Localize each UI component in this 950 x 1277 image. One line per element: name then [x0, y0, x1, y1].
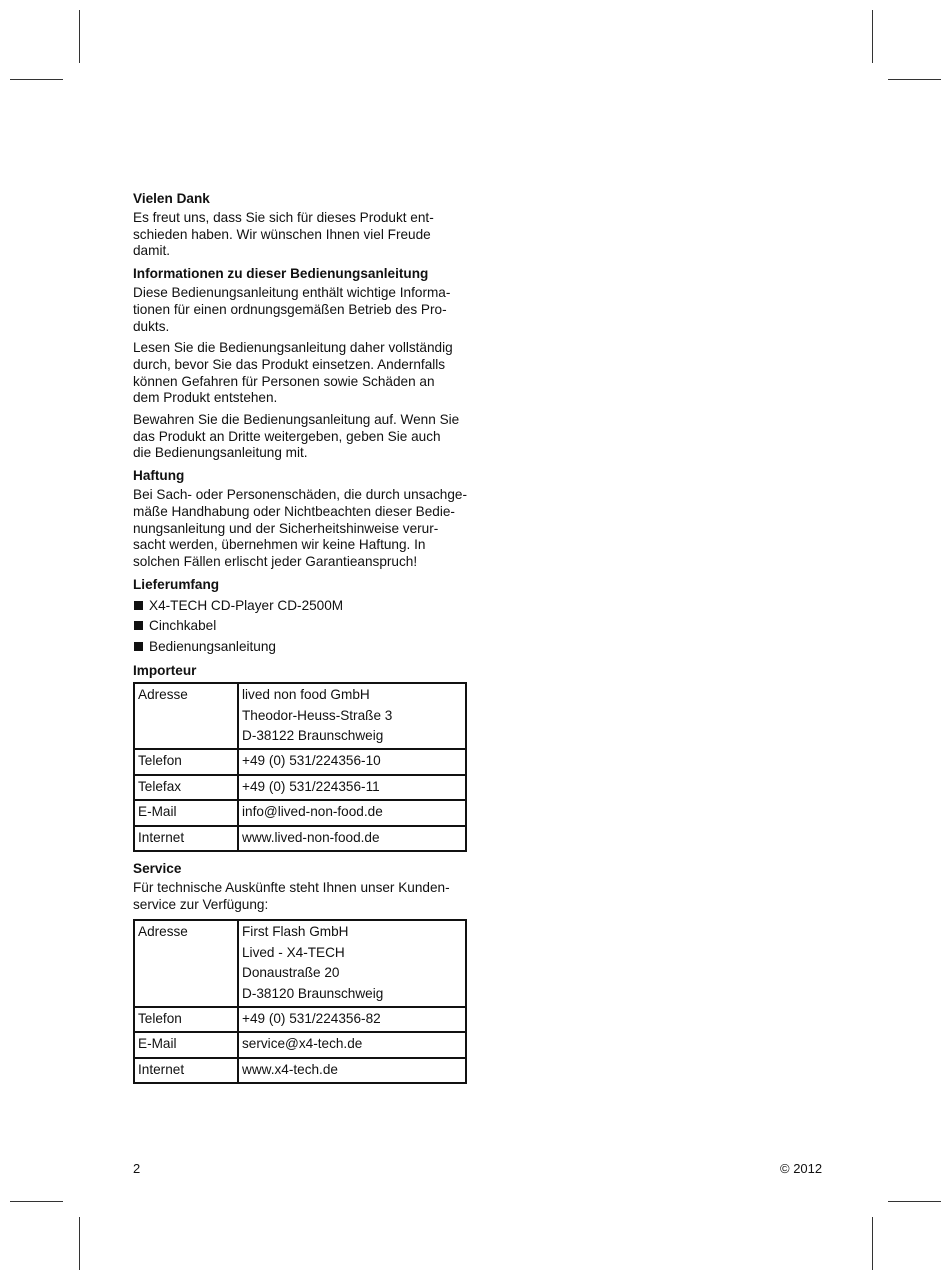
row-label: Telefax — [134, 775, 238, 800]
table-row — [134, 826, 466, 851]
row-value — [238, 920, 466, 1007]
crop-mark — [10, 1201, 63, 1202]
section-heading: Importeur — [133, 663, 197, 679]
bullet-square-icon — [134, 621, 143, 630]
section-heading: Service — [133, 861, 182, 876]
crop-mark — [10, 79, 63, 80]
crop-mark — [888, 79, 941, 80]
row-label: Telefon — [134, 749, 238, 774]
list-item-label: X4-TECH CD-Player CD-2500M — [149, 597, 344, 613]
list-item — [133, 637, 468, 658]
table-row — [134, 920, 466, 1007]
row-value: +49 (0) 531/224356-10 — [238, 749, 466, 774]
row-label: Internet — [134, 826, 238, 851]
row-value: info@lived-non-food.de — [238, 800, 466, 825]
section-heading: Haftung — [133, 468, 185, 484]
paragraph: Bei Sach- oder Personenschäden, die durch unsachge- mäße Handhabung oder Nichtbeachten dieser Bedie- nungsanleitung und der Sicherheitshinweise verur- sacht werden, übernehmen wir keine Haftung. In solchen Fällen erlischt jeder Garantieanspruch! — [133, 487, 468, 569]
crop-mark — [872, 1217, 873, 1270]
delivery-list — [133, 596, 468, 658]
table-row — [134, 775, 466, 800]
bullet-square-icon — [134, 642, 143, 651]
section-service — [133, 860, 468, 1084]
address-line: Theodor-Heuss-Straße 3 — [242, 707, 393, 723]
importer-contact-table — [133, 682, 467, 852]
table-row — [134, 1032, 466, 1057]
address-line: D-38120 Braunschweig — [242, 985, 384, 1001]
section-scope-of-delivery — [133, 576, 468, 658]
row-value: service@x4-tech.de — [238, 1032, 466, 1057]
table-row — [134, 1058, 466, 1083]
table-row — [134, 683, 466, 749]
row-value — [238, 683, 466, 749]
page-number: 2 — [133, 1161, 141, 1176]
address-line: D-38122 Braunschweig — [242, 727, 384, 743]
crop-mark — [79, 10, 80, 63]
section-thanks — [133, 190, 468, 260]
list-item — [133, 596, 468, 617]
list-item — [133, 616, 468, 637]
crop-mark — [872, 10, 873, 63]
paragraph: Bewahren Sie die Bedienungsanleitung auf. Wenn Sie das Produkt an Dritte weitergeben, geben Sie auch die Bedienungsanleitung mit. — [133, 412, 460, 461]
row-value: www.x4-tech.de — [238, 1058, 466, 1083]
crop-mark — [79, 1217, 80, 1270]
row-label: Adresse — [134, 920, 238, 1007]
row-label: Telefon — [134, 1007, 238, 1032]
section-heading: Lieferumfang — [133, 576, 220, 592]
table-row — [134, 800, 466, 825]
section-heading: Informationen zu dieser Bedienungsanleitung — [133, 266, 429, 282]
paragraph: Für technische Auskünfte steht Ihnen unser Kunden- service zur Verfügung: — [133, 880, 450, 912]
row-label: Internet — [134, 1058, 238, 1083]
section-heading: Vielen Dank — [133, 191, 210, 206]
paragraph: Diese Bedienungsanleitung enthält wichtige Informa- tionen für einen ordnungsgemäßen Betrieb des Pro- dukts. — [133, 285, 451, 334]
table-row — [134, 749, 466, 774]
service-contact-table — [133, 919, 467, 1084]
row-value: +49 (0) 531/224356-11 — [238, 775, 466, 800]
address-line: First Flash GmbH — [242, 924, 349, 940]
row-value: www.lived-non-food.de — [238, 826, 466, 851]
section-importer — [133, 662, 468, 852]
row-label: Adresse — [134, 683, 238, 749]
row-label: E-Mail — [134, 1032, 238, 1057]
section-manual-info — [133, 265, 468, 462]
address-line: lived non food GmbH — [242, 687, 370, 703]
table-row — [134, 1007, 466, 1032]
list-item-label: Bedienungsanleitung — [149, 638, 276, 654]
page-content — [133, 190, 468, 1092]
row-label: E-Mail — [134, 800, 238, 825]
section-liability — [133, 467, 468, 571]
list-item-label: Cinchkabel — [149, 618, 217, 634]
bullet-square-icon — [134, 601, 143, 610]
row-value: +49 (0) 531/224356-82 — [238, 1007, 466, 1032]
paragraph: Es freut uns, dass Sie sich für dieses Produkt ent- schieden haben. Wir wünschen Ihnen viel Freude damit. — [133, 210, 434, 259]
address-line: Lived - X4-TECH — [242, 944, 345, 960]
crop-mark — [888, 1201, 941, 1202]
paragraph: Lesen Sie die Bedienungsanleitung daher vollständig durch, bevor Sie das Produkt einsetzen. Andernfalls können Gefahren für Personen sowie Schäden an dem Produkt entstehen. — [133, 340, 453, 406]
address-line: Donaustraße 20 — [242, 965, 340, 981]
copyright-notice: © 2012 — [780, 1161, 823, 1176]
